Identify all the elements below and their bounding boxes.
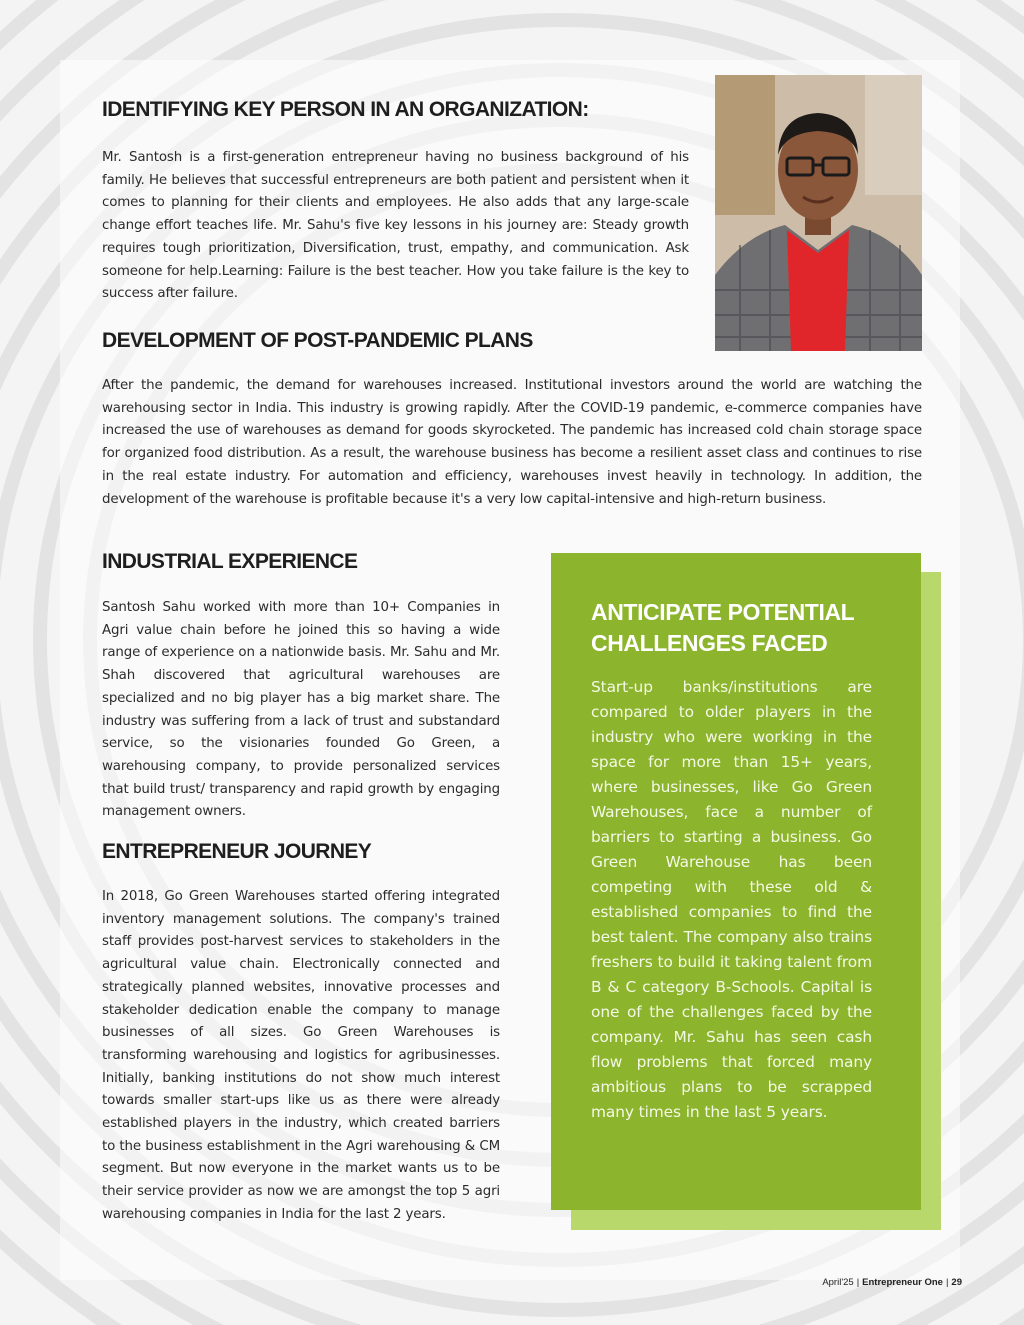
paragraph-entrepreneur-journey: In 2018, Go Green Warehouses started offering integrated inventory management solutions. The company's trained staff provides post-harvest services to stakeholders in the agricultural value chain. Electronically connected and strategically planned websites, innovative processes and stakeholder dedication enable the company to manage businesses of all sizes. Go Green Warehouses is transforming warehousing and logistics for agribusinesses. Initially, banking institutions do not show much interest towards smaller start-ups like us as there were already established players in the industry, which created barriers to the business establishment in the Agri warehousing & CM segment. But now everyone in the market wants us to be their service provider as now we are amongst the top 5 agri warehousing companies in India for the last 2 years. [102, 889, 500, 1222]
footer-issue: April'25 [822, 1277, 854, 1288]
paragraph-post-pandemic-plans: After the pandemic, the demand for warehouses increased. Institutional investors around the world are watching the warehousing sector in India. This industry is growing rapidly. After the COVID-19 pandemic, e-commerce companies have increased the use of warehouses as demand for goods skyrocketed. The pandemic has increased cold chain storage space for organized food distribution. As a result, the warehouse business has become a resilient asset class and continues to rise in the real estate industry. For automation and efficiency, warehouses invest heavily in technology. In addition, the development of the warehouse is profitable because it's a very low capital-intensive and high-return business. [102, 378, 922, 507]
portrait-photo [715, 75, 922, 351]
footer-page-number: 29 [951, 1277, 962, 1288]
sidebar-paragraph: Start-up banks/institutions are compared to older players in the industry who were working in the space for more than 15+ years, where businesses, like Go Green Warehouses, face a number of barriers to starting a business. Go Green Warehouse has been competing with these old & established companies to find the best talent. The company also trains freshers to build it taking talent from B & C category B-Schools. Capital is one of the challenges faced by the company. Mr. Sahu has seen cash flow problems that forced many ambitious plans to be scrapped many times in the last 5 years. [591, 678, 872, 1121]
section-title-entrepreneur-journey: ENTREPRENEUR JOURNEY [102, 840, 372, 863]
paragraph-identifying-key-person: Mr. Santosh is a first-generation entrepreneur having no business background of his family. He believes that successful entrepreneurs are both patient and persistent when it comes to planning for their clients and employees. He also adds that any large-scale change effort teaches life. Mr. Sahu's five key lessons in his journey are: Steady growth requires tough prioritization, Diversification, trust, empathy, and communication. Ask someone for help.Learning: Failure is the best teacher. How you take failure is the key to success after failure. [102, 150, 689, 302]
section-title-industrial-experience: INDUSTRIAL EXPERIENCE [102, 550, 358, 573]
page-footer [822, 1277, 962, 1288]
footer-separator: | [945, 1277, 949, 1288]
section-title-post-pandemic-plans: DEVELOPMENT OF POST-PANDEMIC PLANS [102, 329, 533, 352]
footer-separator: | [856, 1277, 860, 1288]
sidebar-challenges [551, 553, 921, 1210]
sidebar-title: ANTICIPATE POTENTIAL CHALLENGES FACED [591, 599, 854, 656]
section-title-identifying-key-person: IDENTIFYING KEY PERSON IN AN ORGANIZATION: [102, 98, 589, 121]
footer-magazine-name: Entrepreneur One [862, 1277, 943, 1288]
paragraph-industrial-experience: Santosh Sahu worked with more than 10+ Companies in Agri value chain before he joined this so having a wide range of experience on a nationwide basis. Mr. Sahu and Mr. Shah discovered that agricultural warehouses are specialized and no big player has a big market share. The industry was suffering from a lack of trust and substandard service, so the visionaries founded Go Green, a warehousing company, to provide personalized services that build trust/ transparency and rapid growth by engaging management owners. [102, 600, 500, 820]
